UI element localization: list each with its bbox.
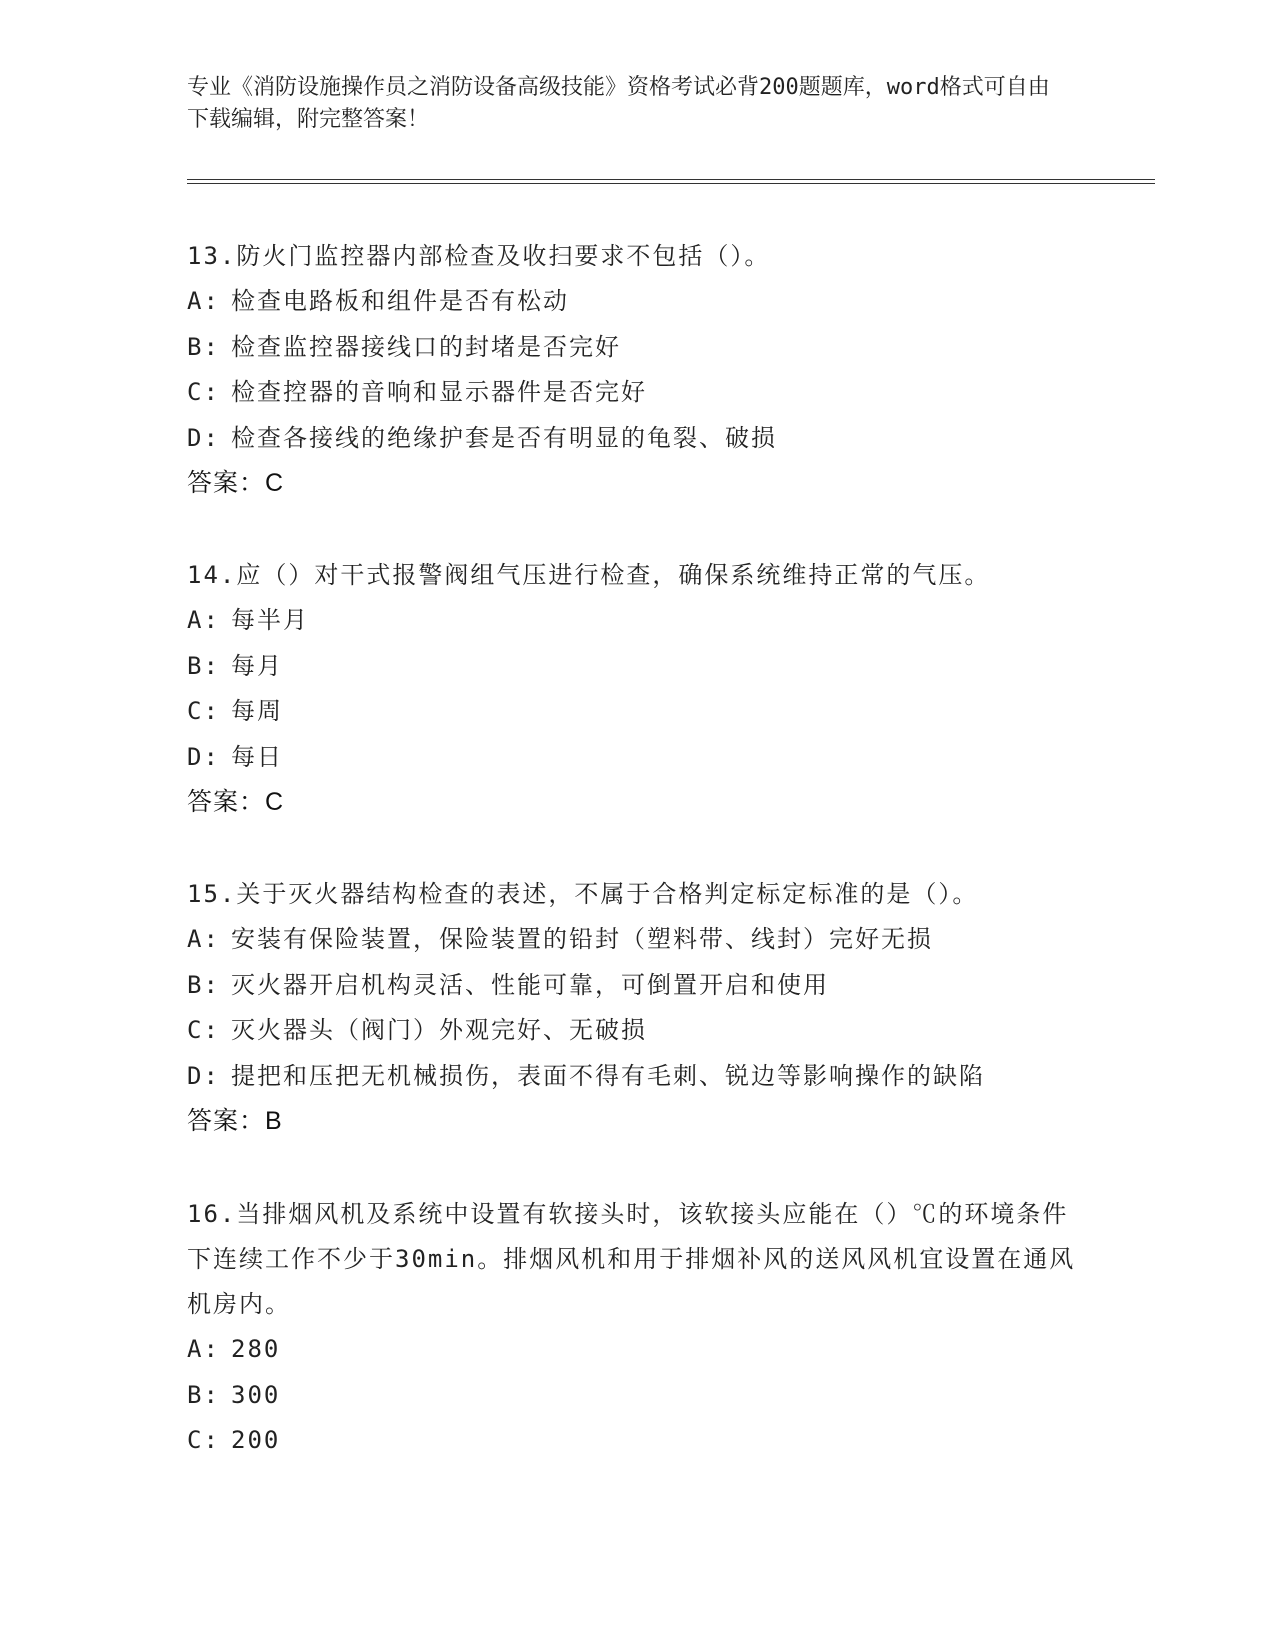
question-stem: 13.防火门监控器内部检查及收扫要求不包括（）。 bbox=[187, 242, 771, 270]
option-letter: A: bbox=[187, 925, 220, 953]
question-15 bbox=[187, 872, 1092, 1144]
option-letter: B: bbox=[187, 651, 220, 680]
option-letter: B: bbox=[187, 332, 220, 361]
option-a bbox=[187, 917, 1092, 963]
option-text: 提把和压把无机械损伤，表面不得有毛刺、锐边等影响操作的缺陷 bbox=[231, 1061, 985, 1090]
option-c bbox=[187, 689, 1092, 735]
question-13 bbox=[187, 234, 1092, 506]
option-d bbox=[187, 416, 1092, 462]
option-text: 检查监控器接线口的封堵是否完好 bbox=[231, 332, 621, 361]
answer-line: 答案：C bbox=[187, 788, 285, 816]
header-divider-top bbox=[187, 179, 1155, 180]
header-divider-bottom bbox=[187, 183, 1155, 184]
question-14 bbox=[187, 553, 1092, 825]
question-stem: 15.关于灭火器结构检查的表述，不属于合格判定标定标准的是（）。 bbox=[187, 880, 979, 908]
option-d bbox=[187, 735, 1092, 781]
option-text: 检查控器的音响和显示器件是否完好 bbox=[231, 378, 647, 406]
option-letter: D: bbox=[187, 742, 220, 771]
option-c bbox=[187, 1008, 1092, 1054]
option-b bbox=[187, 1373, 1092, 1419]
option-letter: B: bbox=[187, 970, 220, 999]
option-a bbox=[187, 598, 1092, 644]
option-letter: C: bbox=[187, 378, 220, 406]
option-letter: A: bbox=[187, 606, 220, 634]
question-stem: 14.应（）对干式报警阀组气压进行检查，确保系统维持正常的气压。 bbox=[187, 561, 991, 589]
question-stem: 16.当排烟风机及系统中设置有软接头时，该软接头应能在（）℃的环境条件下连续工作不少于30min。排烟风机和用于排烟补风的送风风机宜设置在通风机房内。 bbox=[187, 1200, 1076, 1318]
option-letter: C: bbox=[187, 1426, 220, 1454]
option-letter: C: bbox=[187, 697, 220, 725]
option-text: 灭火器头（阀门）外观完好、无破损 bbox=[231, 1016, 647, 1044]
option-text: 安装有保险装置，保险装置的铅封（塑料带、线封）完好无损 bbox=[231, 925, 933, 953]
option-a bbox=[187, 279, 1092, 325]
option-letter: D: bbox=[187, 1061, 220, 1090]
question-16 bbox=[187, 1192, 1092, 1464]
option-text: 300 bbox=[231, 1380, 281, 1409]
option-letter: A: bbox=[187, 1335, 220, 1363]
option-letter: C: bbox=[187, 1016, 220, 1044]
option-a bbox=[187, 1327, 1092, 1373]
option-c bbox=[187, 370, 1092, 416]
answer-line: 答案：B bbox=[187, 1107, 283, 1135]
option-text: 检查电路板和组件是否有松动 bbox=[231, 287, 569, 315]
option-text: 检查各接线的绝缘护套是否有明显的龟裂、破损 bbox=[231, 423, 777, 452]
option-b bbox=[187, 963, 1092, 1009]
option-b bbox=[187, 644, 1092, 690]
option-text: 280 bbox=[231, 1335, 281, 1363]
option-b bbox=[187, 325, 1092, 371]
option-text: 200 bbox=[231, 1426, 281, 1454]
answer-line: 答案：C bbox=[187, 469, 285, 497]
option-text: 每半月 bbox=[231, 606, 309, 634]
option-text: 灭火器开启机构灵活、性能可靠，可倒置开启和使用 bbox=[231, 970, 829, 999]
option-letter: B: bbox=[187, 1380, 220, 1409]
option-text: 每周 bbox=[231, 697, 283, 725]
option-c bbox=[187, 1418, 1092, 1464]
option-text: 每日 bbox=[231, 742, 283, 771]
option-d bbox=[187, 1054, 1092, 1100]
document-header: 专业《消防设施操作员之消防设备高级技能》资格考试必背200题题库，word格式可自由下载编辑，附完整答案！ bbox=[187, 75, 1050, 132]
option-letter: D: bbox=[187, 423, 220, 452]
option-text: 每月 bbox=[231, 651, 283, 680]
option-letter: A: bbox=[187, 287, 220, 315]
